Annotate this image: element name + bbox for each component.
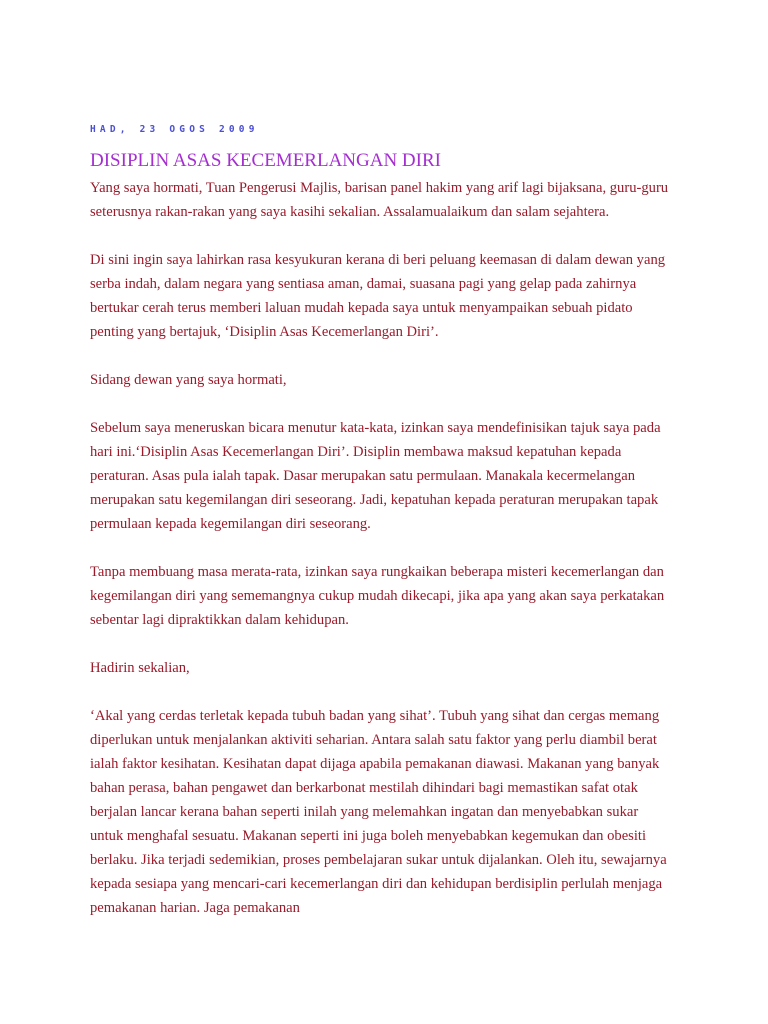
blog-post bbox=[90, 124, 670, 944]
paragraph-address-audience: Sidang dewan yang saya hormati, bbox=[90, 372, 287, 388]
post-title: DISIPLIN ASAS KECEMERLANGAN DIRI bbox=[90, 150, 441, 171]
post-body bbox=[90, 176, 670, 920]
paragraph-transition: Tanpa membuang masa merata-rata, izinkan saya rungkaikan beberapa misteri kecemerlangan dan kegemilangan diri yang sememangnya cukup mudah dikecapi, jika apa yang akan saya perkatakan sebentar lagi dipraktikkan dalam kehidupan. bbox=[90, 564, 665, 628]
paragraph-greeting: Yang saya hormati, Tuan Pengerusi Majlis, barisan panel hakim yang arif lagi bijaksana, guru-guru seterusnya rakan-rakan yang saya kasihi sekalian. Assalamualaikum dan salam sejahtera. bbox=[90, 180, 669, 220]
paragraph-introduction: Di sini ingin saya lahirkan rasa kesyukuran kerana di beri peluang keemasan di dalam dewan yang serba indah, dalam negara yang sentiasa aman, damai, suasana pagi yang gelap pada zahirnya bertukar cerah terus memberi laluan mudah kepada saya untuk menyampaikan sebuah pidato penting yang bertajuk, ‘Disiplin Asas Kecemerlangan Diri’. bbox=[90, 252, 666, 340]
paragraph-definition: Sebelum saya meneruskan bicara menutur kata-kata, izinkan saya mendefinisikan tajuk saya pada hari ini.‘Disiplin Asas Kecemerlangan Diri’. Disiplin membawa maksud kepatuhan kepada peraturan. Asas pula ialah tapak. Dasar merupakan satu permulaan. Manakala kecermelangan merupakan satu kegemilangan diri seseorang. Jadi, kepatuhan kepada peraturan merupakan tapak permulaan kepada kegemilangan diri seseorang. bbox=[90, 420, 661, 532]
post-date: HAD, 23 OGOS 2009 bbox=[90, 124, 259, 135]
paragraph-address-audience-2: Hadirin sekalian, bbox=[90, 660, 190, 676]
paragraph-health: ‘Akal yang cerdas terletak kepada tubuh badan yang sihat’. Tubuh yang sihat dan cergas memang diperlukan untuk menjalankan aktiviti seharian. Antara salah satu faktor yang perlu diambil berat ialah faktor kesihatan. Kesihatan dapat dijaga apabila pemakanan diawasi. Makanan yang banyak bahan perasa, bahan pengawet dan berkarbonat mestilah dihindari bagi memastikan safat otak berjalan lancar kerana bahan seperti inilah yang melemahkan ingatan dan menyebabkan sukar untuk menghafal sesuatu. Makanan seperti ini juga boleh menyebabkan kegemukan dan obesiti berlaku. Jika terjadi sedemikian, proses pembelajaran sukar untuk dijalankan. Oleh itu, sewajarnya kepada sesiapa yang mencari-cari kecemerlangan diri dan kehidupan berdisiplin perlulah menjaga pemakanan harian. Jaga pemakanan bbox=[90, 708, 667, 916]
